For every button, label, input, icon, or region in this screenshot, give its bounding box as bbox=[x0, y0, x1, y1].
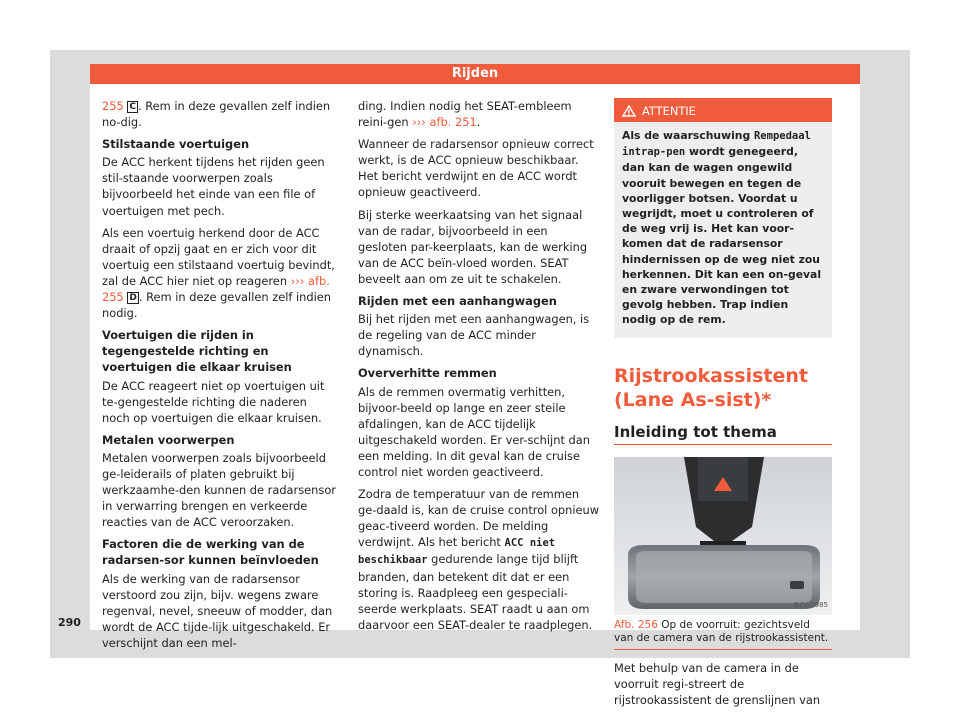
paragraph bbox=[102, 225, 338, 322]
attention-header bbox=[614, 100, 832, 122]
paragraph bbox=[102, 98, 338, 130]
caption-label: Afb. 256 bbox=[614, 618, 658, 631]
paragraph: Wanneer de radarsensor opnieuw correct werkt, is de ACC opnieuw beschikbaar. Het bericht verdwijnt en de ACC wordt opnieuw geactiveerd. bbox=[358, 137, 594, 200]
column-1 bbox=[102, 98, 338, 657]
paragraph-text: Als een voertuig herkend door de ACC draait of opzij gaat en er zich voor dit voertuig een stilstaand voertuig bevindt, zal de ACC hier niet op reageren bbox=[102, 225, 335, 288]
page-header: Rijden bbox=[90, 64, 860, 84]
heading-tegengesteld: Voertuigen die rijden in tegengestelde richting en voertuigen die elkaar kruisen bbox=[102, 328, 292, 375]
paragraph: Metalen voorwerpen zoals bijvoorbeeld ge-leiderails of platen gebruikt bij werkzaamhe-den kunnen de radarsensor in verwarring brengen en verkeerde reacties van de ACC veroorzaken. bbox=[102, 450, 336, 530]
paragraph-text: gedurende lange tijd blijft branden, dan betekent dit dat er een storing is. Raadpleeg een gespeciali-seerde werkplaats. SEAT raadt u aan om daarvoor een SEAT-dealer te raadplegen. bbox=[358, 552, 593, 632]
paragraph-text: ding. Indien nodig het SEAT-embleem reini-gen bbox=[358, 99, 572, 130]
heading-factoren: Factoren die de werking van de radarsen-sor kunnen beïnvloeden bbox=[102, 537, 319, 568]
figure-reference[interactable]: 255 bbox=[102, 99, 124, 113]
figure-reference[interactable]: afb. 251 bbox=[429, 115, 477, 130]
paragraph: Bij het rijden met een aanhangwagen, is de regeling van de ACC minder dynamisch. bbox=[358, 312, 590, 359]
display-message: ACC niet beschikbaar bbox=[358, 537, 556, 567]
attention-text-part: Als de waarschuwing bbox=[622, 129, 751, 142]
paragraph: Als de remmen overmatig verhitten, bijvoor-beeld op lange en zeer steile afdalingen, kan de ACC tijdelijk uitgeschakeld worden. Er ver-schijnt dan een melding. In dit geval kan de cruise control niet worden geactiveerd. bbox=[358, 384, 590, 479]
paragraph: De ACC reageert niet op voertuigen uit te-gengestelde richting die naderen noch op voertuigen die elkaar kruisen. bbox=[102, 378, 325, 425]
warning-icon bbox=[622, 105, 636, 117]
section-title: Rijstrookassistent (Lane As-sist)* bbox=[614, 364, 808, 411]
paragraph: Met behulp van de camera in de voorruit regi-streert de rijstrookassistent de grenslijnen van bbox=[614, 660, 821, 707]
page-number: 290 bbox=[58, 616, 81, 629]
arrows-icon: ››› bbox=[412, 115, 426, 130]
paragraph: De ACC herkent tijdens het rijden geen stil-staande voorwerpen zoals bijvoorbeeld het einde van een file of voertuigen met pech. bbox=[102, 155, 325, 218]
attention-box bbox=[614, 98, 832, 338]
paragraph: Bij sterke weerkaatsing van het signaal van de radar, bijvoorbeeld in een gesloten par-keerplaats, kan de werking van de ACC beïn-vloed worden. SEAT beveelt aan om ze uit te schakelen. bbox=[358, 207, 588, 286]
column-3 bbox=[614, 98, 832, 714]
paragraph bbox=[358, 98, 600, 130]
paragraph-text: . Rem in deze gevallen zelf indien nodig. bbox=[102, 290, 332, 321]
display-message: Rempedaal intrap-pen bbox=[622, 130, 811, 159]
figure-camera-image bbox=[614, 457, 832, 615]
windshield-camera-illustration bbox=[614, 457, 832, 615]
paragraph bbox=[358, 486, 600, 633]
heading-oververhitte: Oververhitte remmen bbox=[358, 366, 497, 381]
attention-title: ATTENTIE bbox=[642, 104, 696, 118]
paragraph: Als de werking van de radarsensor verstoord zou zijn, bijv. wegens zware regenval, nevel, sneeuw of modder, dan wordt de ACC tijde-lijk uitgeschakeld. Er verschijnt dan een mel- bbox=[102, 571, 333, 650]
paragraph-text: . Rem in deze gevallen zelf indien no-dig. bbox=[102, 99, 331, 130]
paragraph-text: Zodra de temperatuur van de remmen ge-daald is, kan de cruise control opnieuw geac-tiveerd worden. De melding verdwijnt. Als het bericht bbox=[358, 487, 600, 550]
heading-metalen: Metalen voorwerpen bbox=[102, 432, 235, 447]
subsection-title: Inleiding tot thema bbox=[614, 424, 832, 445]
figure-caption bbox=[614, 619, 832, 650]
column-2 bbox=[358, 98, 600, 639]
heading-stilstaande: Stilstaande voertuigen bbox=[102, 137, 250, 152]
figure-letter: C bbox=[129, 102, 136, 112]
paragraph-text: . bbox=[476, 115, 481, 130]
caption-text: Op de voorruit: gezichtsveld van de camera van de rijstrookassistent. bbox=[614, 618, 829, 644]
figure-letter: D bbox=[129, 293, 137, 304]
figure-code: B7V-0985 bbox=[794, 600, 828, 609]
figure-reference[interactable]: afb. 255 bbox=[102, 273, 330, 305]
attention-text-part: wordt genegeerd, dan kan de wagen ongewild vooruit bewegen en tegen de voorligger botsen. Voordat u wegrijdt, moet u controleren of de weg vrij is. Het kan voor-komen dat de radarsensor hindernissen op de weg niet zou herkennen. Dit kan een on-geval en zware verwondingen tot gevolg hebben. Trap indien nodig op de rem. bbox=[622, 145, 822, 327]
attention-text bbox=[614, 122, 832, 338]
arrows-icon: ››› bbox=[290, 273, 305, 288]
heading-aanhangwagen: Rijden met een aanhangwagen bbox=[358, 294, 557, 309]
